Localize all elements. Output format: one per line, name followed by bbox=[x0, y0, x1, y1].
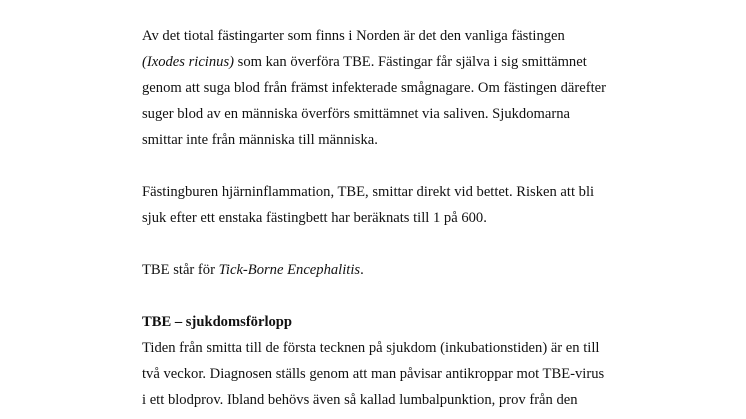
text-line: sjuk efter ett enstaka fästingbett har beräknats till 1 på 600. bbox=[142, 210, 487, 226]
paragraph-tick-species bbox=[142, 23, 637, 153]
text-line: Av det tiotal fästingarter som finns i Norden är det den vanliga fästingen bbox=[142, 28, 565, 44]
term-italic: Tick-Borne Encephalitis bbox=[218, 262, 361, 278]
paragraph-infection-risk bbox=[142, 179, 637, 231]
text-line: suger blod av en människa överförs smittämnet via saliven. Sjukdomarna bbox=[142, 106, 570, 122]
text-line: i ett blodprov. Ibland behövs även så kallad lumbalpunktion, prov från den bbox=[142, 392, 578, 408]
paragraph-abbreviation bbox=[142, 257, 637, 283]
text-fragment: TBE står för bbox=[142, 262, 219, 278]
latin-name: (Ixodes ricinus) bbox=[142, 54, 234, 70]
text-line: Tiden från smitta till de första tecknen på sjukdom (inkubationstiden) är en till bbox=[142, 340, 600, 356]
paragraph-disease-course bbox=[142, 335, 637, 413]
text-fragment: som kan överföra TBE. Fästingar får själva i sig smittämnet bbox=[234, 54, 587, 70]
text-line: genom att suga blod från främst infekterade smågnagare. Om fästingen därefter bbox=[142, 80, 606, 96]
text-line bbox=[142, 49, 637, 75]
text-line: smittar inte från människa till människa. bbox=[142, 132, 378, 148]
text-line: två veckor. Diagnosen ställs genom att man påvisar antikroppar mot TBE-virus bbox=[142, 366, 605, 382]
text-line: Fästingburen hjärninflammation, TBE, smittar direkt vid bettet. Risken att bli bbox=[142, 184, 595, 200]
section-heading: TBE – sjukdomsförlopp bbox=[142, 314, 293, 330]
text-fragment: . bbox=[360, 262, 364, 278]
text-line bbox=[142, 257, 637, 283]
